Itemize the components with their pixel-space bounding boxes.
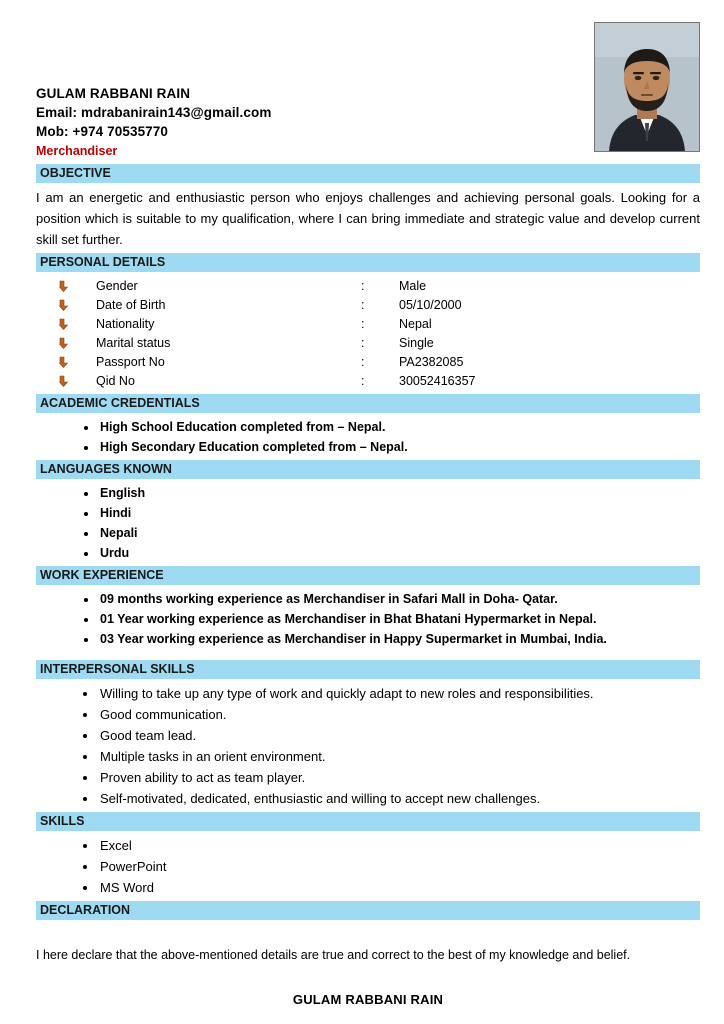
arrow-icon [36, 372, 96, 391]
arrow-icon [36, 334, 96, 353]
detail-separator: : [361, 317, 365, 331]
list-item: • Self-motivated, dedicated, enthusiastic and willing to accept new challenges. [98, 788, 700, 809]
detail-value: PA2382085 [399, 355, 464, 369]
spacer [36, 649, 700, 657]
detail-label: Gender [96, 279, 138, 293]
arrow-icon [36, 353, 96, 372]
list-item: • English [98, 483, 700, 503]
list-item: • 03 Year working experience as Merchandiser in Happy Supermarket in Mumbai, India. [98, 629, 700, 649]
down-arrow-icon [58, 337, 70, 349]
detail-label: Nationality [96, 317, 155, 331]
list-item: • Willing to take up any type of work and quickly adapt to new roles and responsibilities. [98, 683, 700, 704]
down-arrow-icon [58, 280, 70, 292]
resume-content [36, 22, 700, 1007]
detail-separator: : [361, 355, 365, 369]
table-row [36, 372, 700, 391]
list-item: • Good communication. [98, 704, 700, 725]
detail-separator: : [361, 298, 365, 312]
list-item: • MS Word [98, 877, 700, 898]
table-row [36, 315, 700, 334]
skills-list [36, 835, 700, 898]
section-header-academic: ACADEMIC CREDENTIALS [36, 394, 700, 413]
table-row [36, 277, 700, 296]
arrow-icon [36, 296, 96, 315]
mobile-line: Mob: +974 70535770 [36, 124, 169, 139]
table-row [36, 334, 700, 353]
header-block [36, 84, 700, 161]
down-arrow-icon [58, 375, 70, 387]
section-header-declaration: DECLARATION [36, 901, 700, 920]
list-item: • Multiple tasks in an orient environment. [98, 746, 700, 767]
arrow-icon [36, 277, 96, 296]
detail-value: Male [399, 279, 427, 293]
section-header-languages: LANGUAGES KNOWN [36, 460, 700, 479]
list-item: • 09 months working experience as Merchandiser in Safari Mall in Doha- Qatar. [98, 589, 700, 609]
detail-separator: : [361, 336, 365, 350]
section-header-personal-details: PERSONAL DETAILS [36, 253, 700, 272]
list-item: • Urdu [98, 543, 700, 563]
table-row [36, 353, 700, 372]
down-arrow-icon [58, 356, 70, 368]
down-arrow-icon [58, 318, 70, 330]
detail-value: 30052416357 [399, 374, 476, 388]
table-row [36, 296, 700, 315]
detail-value: Single [399, 336, 434, 350]
list-item: • Excel [98, 835, 700, 856]
list-item: • Good team lead. [98, 725, 700, 746]
arrow-icon [36, 315, 96, 334]
job-role: Merchandiser [36, 144, 118, 158]
personal-details-table [36, 277, 700, 391]
page-title: GULAM RABBANI RAIN [36, 86, 191, 101]
email-line: Email: mdrabanirain143@gmail.com [36, 105, 272, 120]
declaration-text: I here declare that the above-mentioned details are true and correct to the best of my knowledge and belief. [36, 948, 631, 962]
detail-separator: : [361, 279, 365, 293]
section-header-objective: OBJECTIVE [36, 164, 700, 183]
list-item: • Hindi [98, 503, 700, 523]
academic-list [36, 417, 700, 457]
interpersonal-skills-list [36, 683, 700, 809]
list-item: • PowerPoint [98, 856, 700, 877]
detail-label: Date of Birth [96, 298, 166, 312]
list-item: • High School Education completed from – Nepal. [98, 417, 700, 437]
work-experience-list [36, 589, 700, 649]
list-item: • High Secondary Education completed from – Nepal. [98, 437, 700, 457]
list-item: • Nepali [98, 523, 700, 543]
detail-label: Marital status [96, 336, 171, 350]
down-arrow-icon [58, 299, 70, 311]
signature-name: GULAM RABBANI RAIN [292, 992, 444, 1007]
detail-separator: : [361, 374, 365, 388]
detail-label: Passport No [96, 355, 165, 369]
detail-value: Nepal [399, 317, 432, 331]
detail-value: 05/10/2000 [399, 298, 462, 312]
detail-label: Qid No [96, 374, 135, 388]
list-item: • 01 Year working experience as Merchandiser in Bhat Bhatani Hypermarket in Nepal. [98, 609, 700, 629]
languages-list [36, 483, 700, 563]
objective-text: I am an energetic and enthusiastic person who enjoys challenges and achieving personal goals. Looking for a position which is suitable to my qualification, where I can bring immediate and strategic value and develop current skill set further. [36, 190, 700, 247]
section-header-interpersonal-skills: INTERPERSONAL SKILLS [36, 660, 700, 679]
list-item: • Proven ability to act as team player. [98, 767, 700, 788]
section-header-work-experience: WORK EXPERIENCE [36, 566, 700, 585]
section-header-skills: SKILLS [36, 812, 700, 831]
